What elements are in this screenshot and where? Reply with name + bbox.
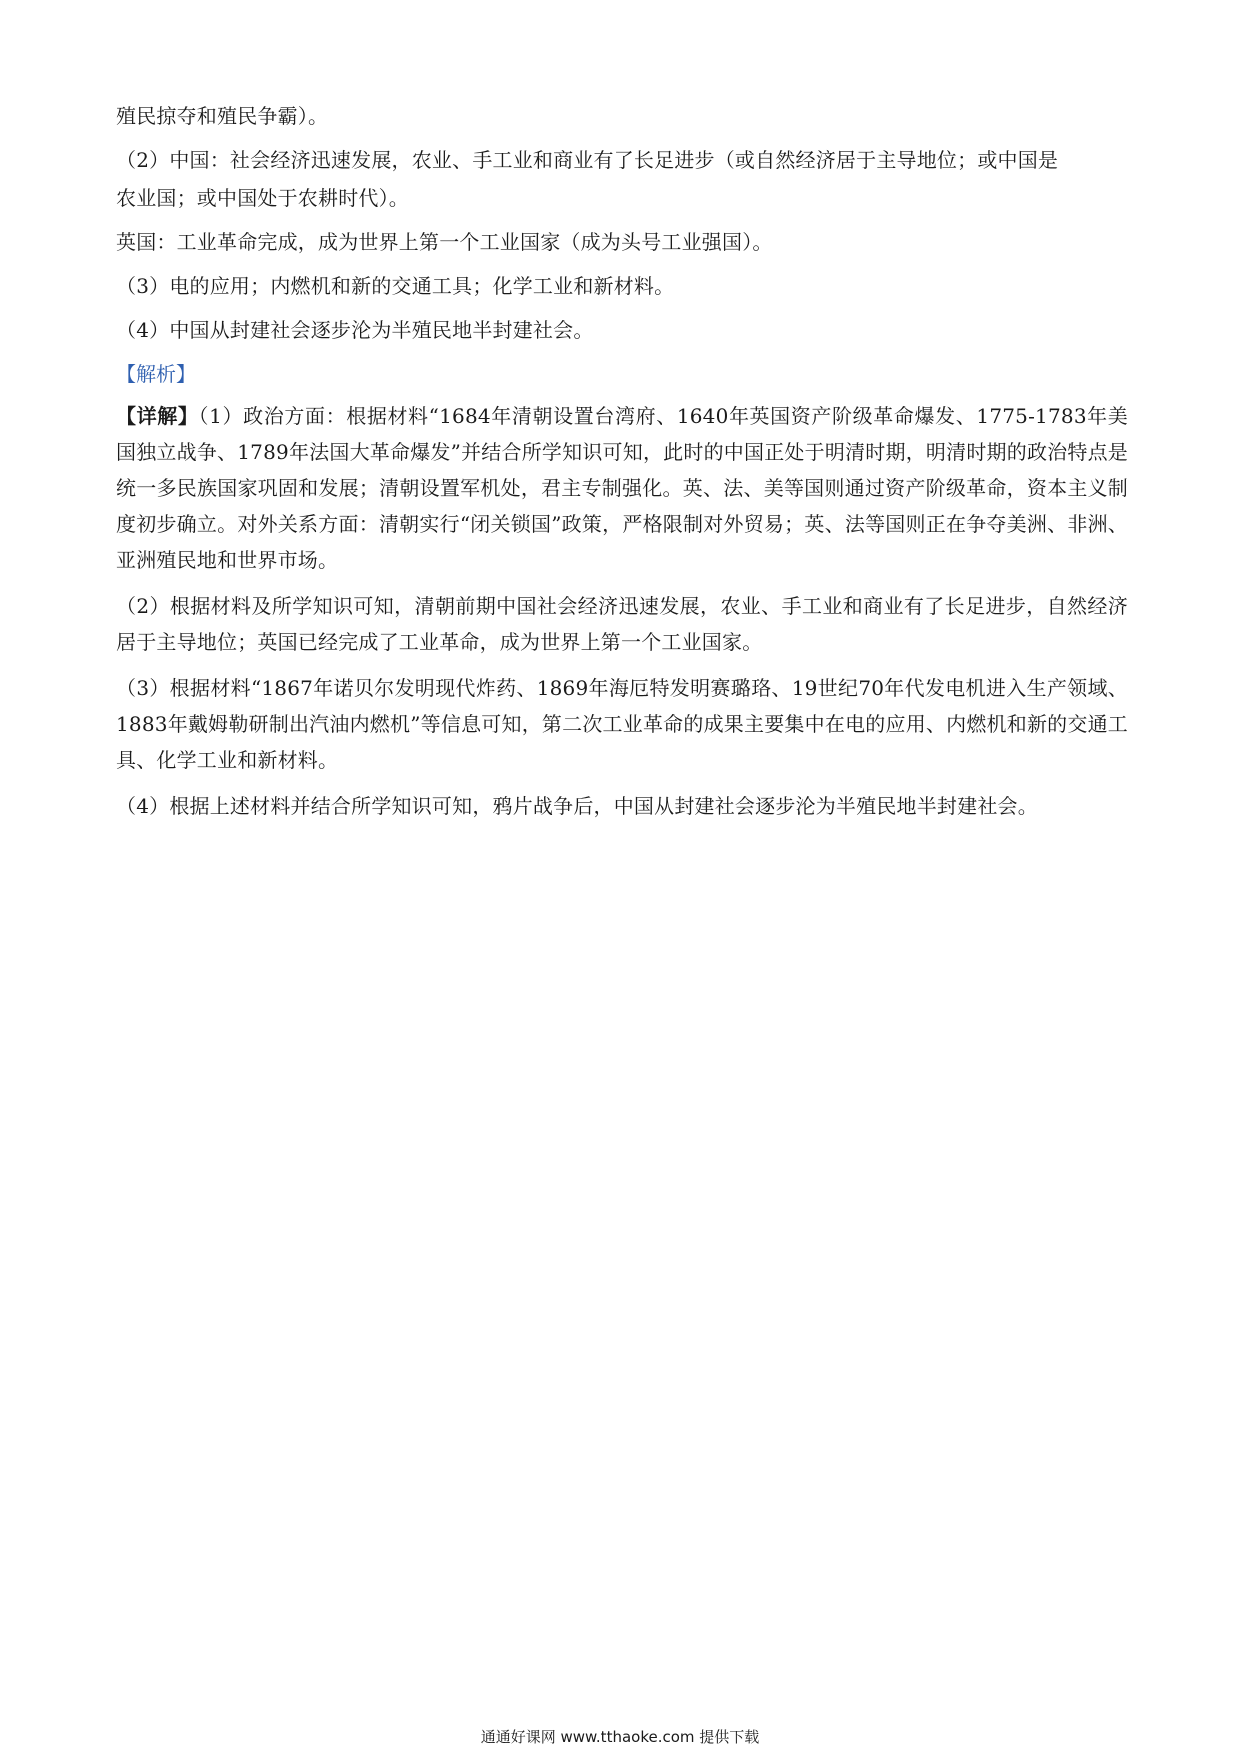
answer-line-continued: 殖民掠夺和殖民争霸）。 (116, 104, 329, 128)
answer-q2-britain: 英国：工业革命完成，成为世界上第一个工业国家（成为头号工业强国）。 (116, 230, 773, 254)
answer-q4: （4）中国从封建社会逐步沦为半殖民地半封建社会。 (116, 318, 594, 342)
analysis-label: 【解析】 (116, 362, 196, 386)
answer-q3: （3）电的应用；内燃机和新的交通工具；化学工业和新材料。 (116, 274, 675, 298)
answer-q2-china-line1: （2）中国：社会经济迅速发展，农业、手工业和商业有了长足进步（或自然经济居于主导地位；或中国是 (116, 148, 1059, 172)
analysis-paragraph-3: （3）根据材料“1867年诺贝尔发明现代炸药、1869年海厄特发明赛璐珞、19世纪70年代发电机进入生产领域、1883年戴姆勒研制出汽油内燃机”等信息可知，第二次工业革命的成果主要集中在电的应用、内燃机和新的交通工具、化学工业和新材料。 (116, 676, 1128, 772)
page-footer: 通通好课网 www.tthaoke.com 提供下载 (480, 1728, 760, 1746)
analysis-p1-text: （1）政治方面：根据材料“1684年清朝设置台湾府、1640年英国资产阶级革命爆发、1775-1783年美国独立战争、1789年法国大革命爆发”并结合所学知识可知，此时的中国正处于明清时期，明清时期的政治特点是统一多民族国家巩固和发展；清朝设置军机处，君主专制强化。英、法、美等国则通过资产阶级革命，资本主义制度初步确立。对外关系方面：清朝实行“闭关锁国”政策，严格限制对外贸易；英、法等国则正在争夺美洲、非洲、亚洲殖民地和世界市场。 (116, 404, 1128, 572)
answer-q2-china-line2: 农业国；或中国处于农耕时代）。 (116, 186, 409, 210)
detail-label: 【详解】 (116, 404, 199, 428)
document-body (116, 98, 1128, 834)
analysis-paragraph-2: （2）根据材料及所学知识可知，清朝前期中国社会经济迅速发展，农业、手工业和商业有了长足进步，自然经济居于主导地位；英国已经完成了工业革命，成为世界上第一个工业国家。 (116, 594, 1128, 654)
analysis-paragraph-1 (116, 398, 1128, 578)
analysis-paragraph-4: （4）根据上述材料并结合所学知识可知，鸦片战争后，中国从封建社会逐步沦为半殖民地半封建社会。 (116, 794, 1038, 818)
